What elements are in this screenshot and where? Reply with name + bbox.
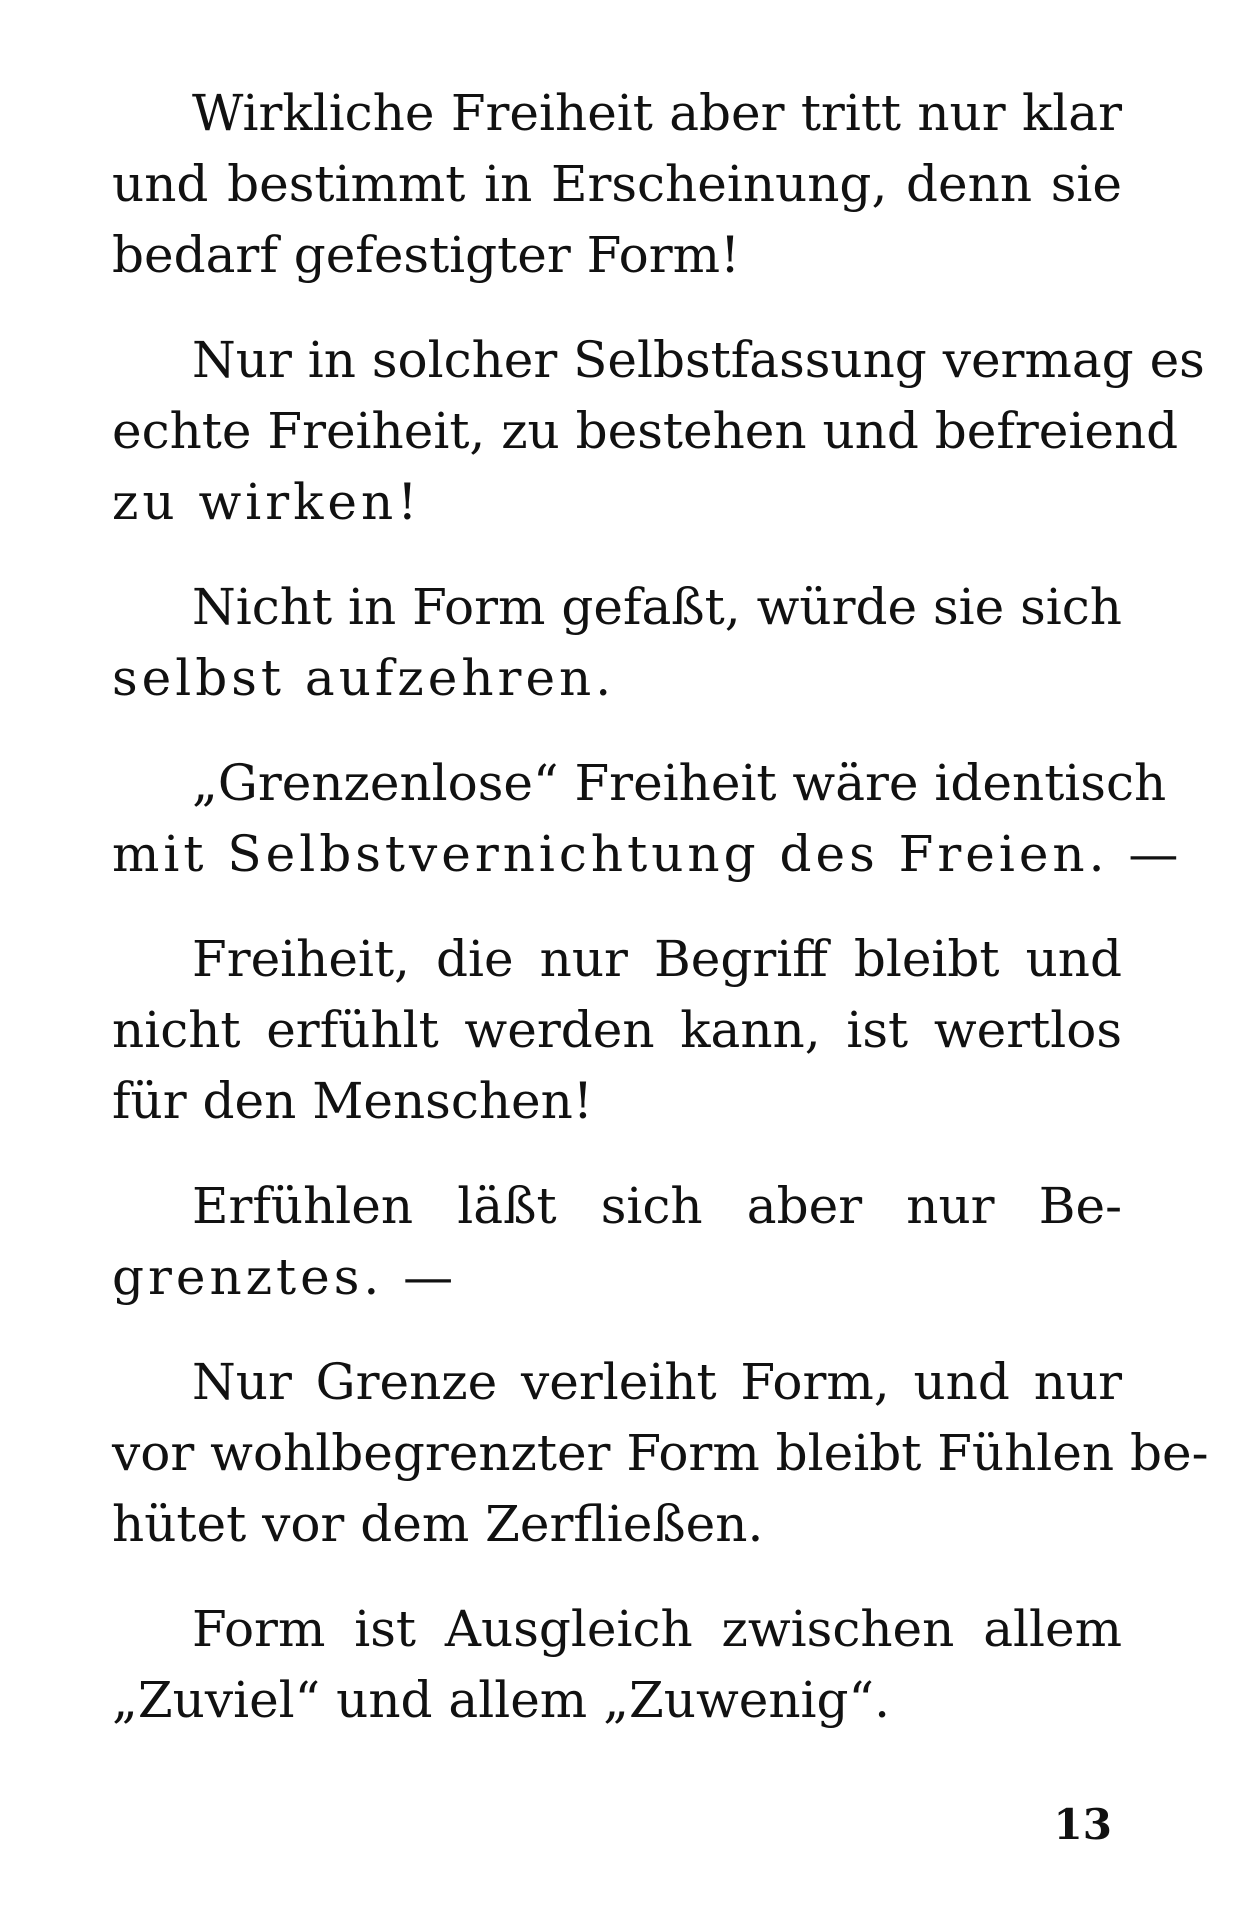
text-line: bedarf gefestigter Form! (112, 226, 741, 284)
paragraph-8 (112, 1594, 1122, 1736)
body-text (112, 78, 1209, 1770)
text-line: Freiheit, die nur Begriff bleibt und (192, 930, 1122, 988)
paragraph-7 (112, 1347, 1209, 1560)
text-line: Nur in solcher Selbstfassung vermag es (192, 331, 1205, 389)
text-line: nicht erfühlt werden kann, ist wertlos (112, 1001, 1122, 1059)
text-line: grenztes. — (112, 1248, 458, 1306)
text-line: für den Menschen! (112, 1072, 593, 1130)
text-line: hütet vor dem Zerfließen. (112, 1495, 764, 1553)
page-number: 13 (1053, 1800, 1112, 1849)
paragraph-3 (112, 572, 1122, 714)
text-line: zu wirken! (112, 473, 422, 531)
paragraph-6 (112, 1171, 1122, 1313)
text-line: Form ist Ausgleich zwischen allem (192, 1600, 1122, 1658)
text-line: „Zuviel“ und allem „Zuwenig“. (112, 1671, 891, 1729)
text-line: echte Freiheit, zu bestehen und befreiend (112, 402, 1179, 460)
paragraph-4 (112, 748, 1183, 890)
paragraph-5 (112, 924, 1122, 1137)
text-line: und bestimmt in Erscheinung, denn sie (112, 155, 1122, 213)
text-line: „Grenzenlose“ Freiheit wäre identisch (192, 754, 1167, 812)
text-line: vor wohlbegrenzter Form bleibt Fühlen be- (112, 1424, 1209, 1482)
text-line: Nicht in Form gefaßt, würde sie sich (192, 578, 1122, 636)
text-line: Nur Grenze verleiht Form, und nur (192, 1353, 1122, 1411)
paragraph-2 (112, 325, 1205, 538)
paragraph-1 (112, 78, 1122, 291)
text-line: Wirkliche Freiheit aber tritt nur klar (192, 84, 1122, 142)
text-line: Erfühlen läßt sich aber nur Be- (192, 1177, 1122, 1235)
text-line: mit Selbstvernichtung des Freien. — (112, 825, 1183, 883)
text-line: selbst aufzehren. (112, 649, 616, 707)
